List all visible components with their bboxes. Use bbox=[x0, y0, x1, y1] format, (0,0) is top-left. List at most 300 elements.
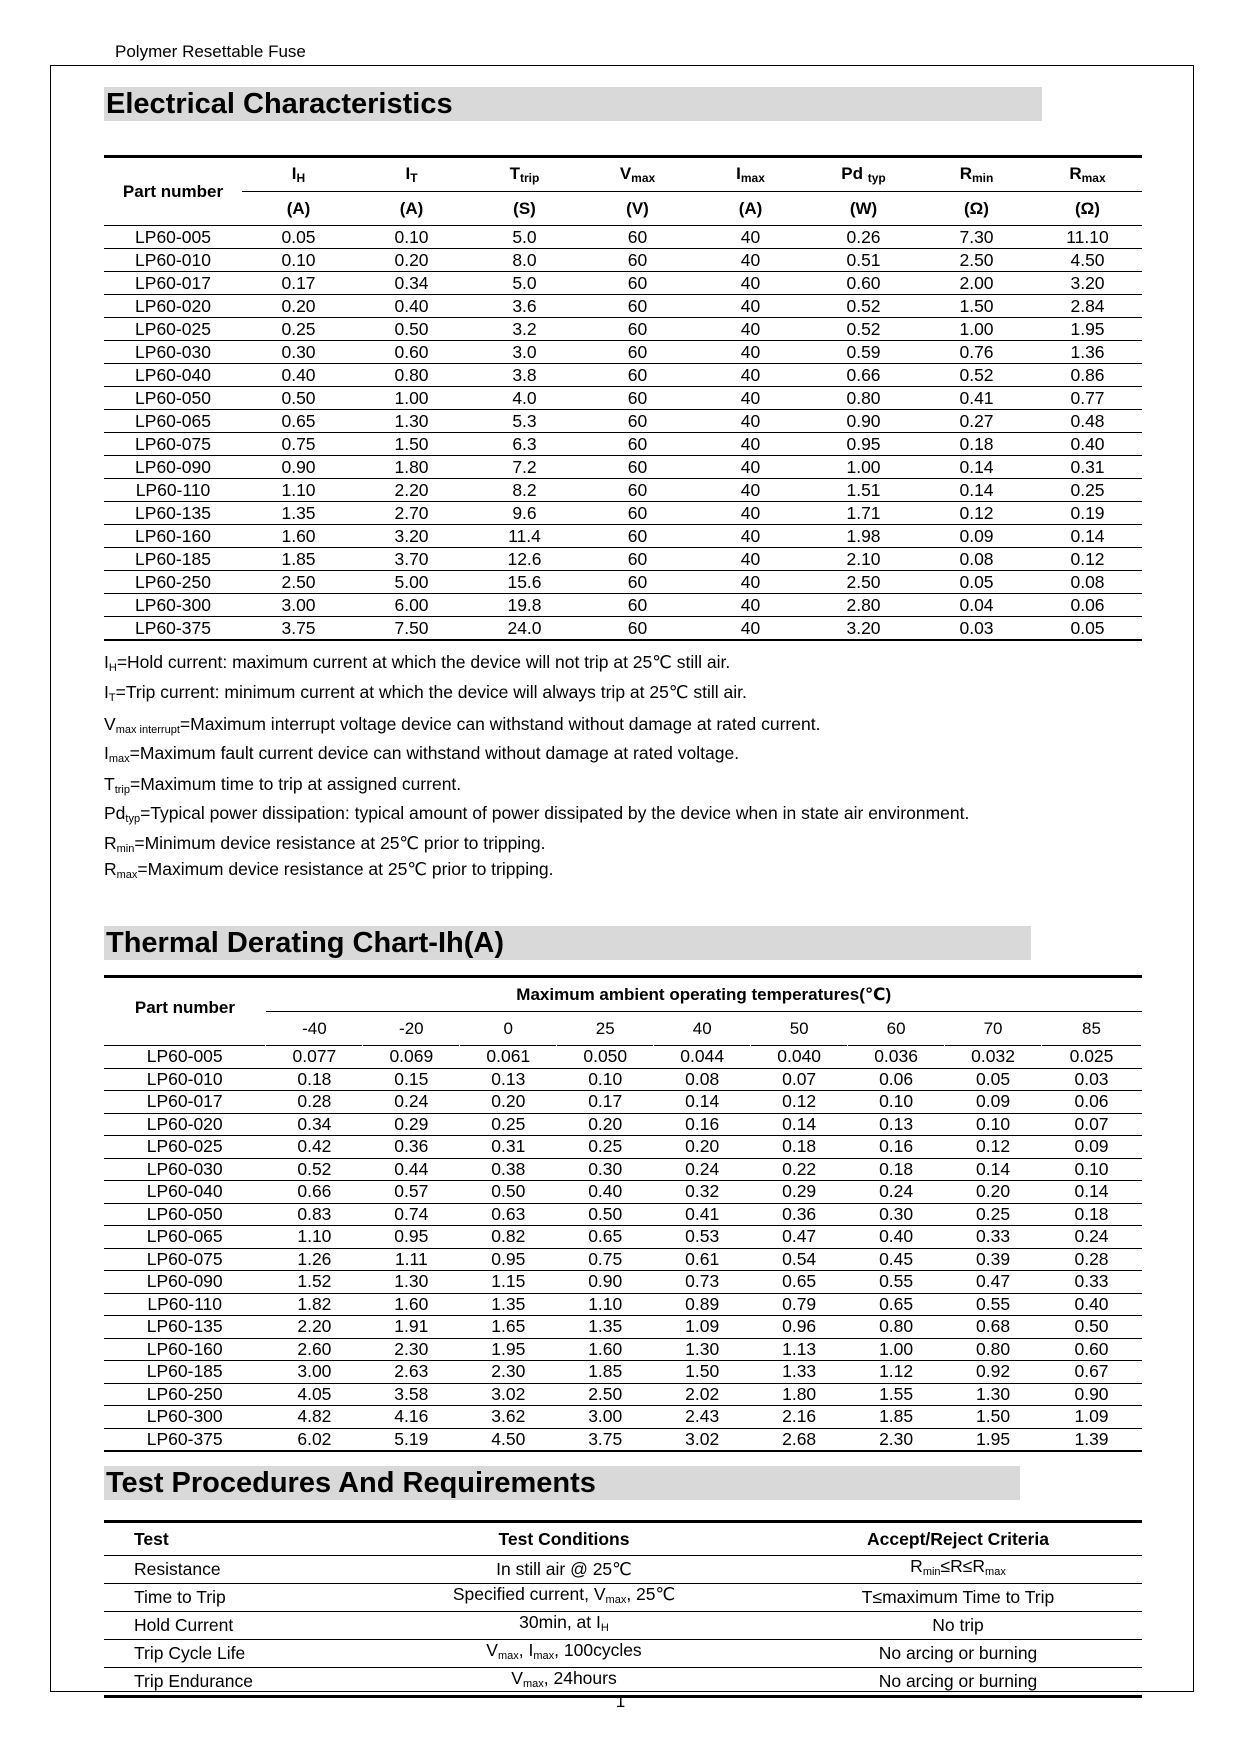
value-cell: 40 bbox=[694, 295, 807, 318]
note-line bbox=[104, 803, 969, 825]
derating-value-cell: 0.55 bbox=[848, 1271, 945, 1294]
param-unit: (A) bbox=[242, 192, 355, 226]
derating-value-cell: 0.40 bbox=[1042, 1293, 1142, 1316]
part-number-cell: LP60-050 bbox=[104, 387, 242, 410]
value-cell: 0.59 bbox=[807, 341, 920, 364]
table-row bbox=[104, 387, 1142, 410]
derating-value-cell: 0.95 bbox=[363, 1226, 460, 1249]
value-cell: 3.20 bbox=[807, 617, 920, 641]
derating-value-cell: 0.95 bbox=[460, 1248, 557, 1271]
value-cell: 1.35 bbox=[242, 502, 355, 525]
note-text: =Minimum device resistance at 25℃ prior to tripping. bbox=[134, 833, 546, 853]
derating-value-cell: 2.60 bbox=[266, 1338, 363, 1361]
note-text: =Maximum fault current device can withstand without damage at rated voltage. bbox=[129, 743, 740, 763]
derating-value-cell: 0.41 bbox=[654, 1203, 751, 1226]
derating-value-cell: 0.06 bbox=[1042, 1091, 1142, 1114]
value-cell: 40 bbox=[694, 410, 807, 433]
value-cell: 0.18 bbox=[920, 433, 1033, 456]
table-row bbox=[104, 1556, 1142, 1584]
table-row bbox=[104, 1584, 1142, 1612]
value-cell: 0.77 bbox=[1033, 387, 1142, 410]
param-subscript: max bbox=[740, 171, 765, 185]
value-cell: 0.90 bbox=[807, 410, 920, 433]
test-name-cell: Hold Current bbox=[104, 1612, 354, 1640]
value-cell: 2.10 bbox=[807, 548, 920, 571]
derating-value-cell: 0.10 bbox=[945, 1113, 1042, 1136]
note-subscript: trip bbox=[114, 784, 130, 796]
derating-value-cell: 1.95 bbox=[945, 1428, 1042, 1451]
param-symbol: T bbox=[509, 164, 521, 183]
note-line bbox=[104, 652, 730, 674]
derating-value-cell: 0.53 bbox=[654, 1226, 751, 1249]
test-name-cell: Time to Trip bbox=[104, 1584, 354, 1612]
param-symbol: V bbox=[619, 164, 632, 183]
table-row bbox=[104, 502, 1142, 525]
condition-text: , 100cycles bbox=[554, 1640, 642, 1660]
param-header bbox=[694, 157, 807, 192]
value-cell: 6.00 bbox=[355, 594, 468, 617]
value-cell: 1.10 bbox=[242, 479, 355, 502]
derating-value-cell: 0.28 bbox=[1042, 1248, 1142, 1271]
criteria-text: max bbox=[985, 1566, 1006, 1578]
value-cell: 3.20 bbox=[1033, 272, 1142, 295]
derating-value-cell: 0.20 bbox=[557, 1113, 654, 1136]
derating-value-cell: 0.07 bbox=[1042, 1113, 1142, 1136]
value-cell: 0.76 bbox=[920, 341, 1033, 364]
derating-value-cell: 0.22 bbox=[751, 1158, 848, 1181]
table-row bbox=[104, 1612, 1142, 1640]
derating-value-cell: 1.09 bbox=[1042, 1406, 1142, 1429]
temperature-cell: 85 bbox=[1082, 1018, 1101, 1038]
value-cell: 2.70 bbox=[355, 502, 468, 525]
derating-value-cell: 1.82 bbox=[266, 1293, 363, 1316]
value-cell: 19.8 bbox=[468, 594, 581, 617]
note-line bbox=[104, 714, 820, 736]
derating-value-cell: 0.36 bbox=[751, 1203, 848, 1226]
note-symbol: T bbox=[104, 774, 115, 794]
derating-value-cell: 0.13 bbox=[460, 1068, 557, 1091]
value-cell: 7.30 bbox=[920, 226, 1033, 249]
note-text: =Hold current: maximum current at which the device will not trip at 25℃ still air. bbox=[116, 652, 731, 672]
derating-value-cell: 1.13 bbox=[751, 1338, 848, 1361]
derating-value-cell: 0.14 bbox=[654, 1091, 751, 1114]
param-symbol: R bbox=[1069, 164, 1082, 183]
value-cell: 1.30 bbox=[355, 410, 468, 433]
table-row bbox=[104, 226, 1142, 249]
part-number-cell: LP60-005 bbox=[104, 1046, 266, 1069]
param-subscript: max bbox=[1081, 171, 1106, 185]
param-subscript: typ bbox=[867, 171, 886, 185]
table-row bbox=[104, 1136, 1142, 1159]
value-cell: 8.2 bbox=[468, 479, 581, 502]
value-cell: 5.00 bbox=[355, 571, 468, 594]
derating-value-cell: 0.12 bbox=[751, 1091, 848, 1114]
derating-value-cell: 1.30 bbox=[945, 1383, 1042, 1406]
derating-value-cell: 0.42 bbox=[266, 1136, 363, 1159]
derating-value-cell: 0.10 bbox=[1042, 1158, 1142, 1181]
derating-value-cell: 3.00 bbox=[266, 1361, 363, 1384]
test-name-cell: Trip Endurance bbox=[104, 1668, 354, 1697]
derating-value-cell: 0.13 bbox=[848, 1113, 945, 1136]
value-cell: 40 bbox=[694, 571, 807, 594]
derating-value-cell: 1.80 bbox=[751, 1383, 848, 1406]
derating-value-cell: 2.20 bbox=[266, 1316, 363, 1339]
derating-value-cell: 0.90 bbox=[557, 1271, 654, 1294]
table-row bbox=[104, 1293, 1142, 1316]
value-cell: 60 bbox=[581, 594, 694, 617]
value-cell: 0.14 bbox=[1033, 525, 1142, 548]
criteria-text: R bbox=[910, 1556, 923, 1576]
param-header bbox=[807, 157, 920, 192]
value-cell: 0.19 bbox=[1033, 502, 1142, 525]
derating-value-cell: 0.74 bbox=[363, 1203, 460, 1226]
part-number-cell: LP60-065 bbox=[104, 410, 242, 433]
derating-value-cell: 0.20 bbox=[460, 1091, 557, 1114]
note-symbol: Pd bbox=[104, 803, 126, 823]
note-subscript: min bbox=[116, 843, 135, 855]
value-cell: 0.25 bbox=[1033, 479, 1142, 502]
value-cell: 0.52 bbox=[920, 364, 1033, 387]
derating-value-cell: 1.11 bbox=[363, 1248, 460, 1271]
value-cell: 60 bbox=[581, 456, 694, 479]
table-row bbox=[104, 1338, 1142, 1361]
derating-value-cell: 2.16 bbox=[751, 1406, 848, 1429]
derating-value-cell: 0.12 bbox=[945, 1136, 1042, 1159]
derating-value-cell: 1.26 bbox=[266, 1248, 363, 1271]
derating-value-cell: 0.47 bbox=[751, 1226, 848, 1249]
derating-value-cell: 0.30 bbox=[848, 1203, 945, 1226]
value-cell: 12.6 bbox=[468, 548, 581, 571]
derating-value-cell: 0.18 bbox=[751, 1136, 848, 1159]
value-cell: 0.41 bbox=[920, 387, 1033, 410]
derating-value-cell: 0.29 bbox=[363, 1113, 460, 1136]
value-cell: 1.00 bbox=[807, 456, 920, 479]
value-cell: 1.36 bbox=[1033, 341, 1142, 364]
derating-value-cell: 1.35 bbox=[557, 1316, 654, 1339]
part-number-cell: LP60-090 bbox=[104, 1271, 266, 1294]
derating-value-cell: 0.45 bbox=[848, 1248, 945, 1271]
derating-value-cell: 0.57 bbox=[363, 1181, 460, 1204]
value-cell: 3.6 bbox=[468, 295, 581, 318]
part-number-cell: LP60-185 bbox=[104, 548, 242, 571]
value-cell: 0.10 bbox=[242, 249, 355, 272]
derating-value-cell: 0.061 bbox=[460, 1046, 557, 1069]
value-cell: 40 bbox=[694, 341, 807, 364]
value-cell: 1.98 bbox=[807, 525, 920, 548]
derating-value-cell: 0.040 bbox=[751, 1046, 848, 1069]
condition-text: 30min, at I bbox=[519, 1612, 601, 1632]
derating-value-cell: 0.08 bbox=[654, 1068, 751, 1091]
value-cell: 60 bbox=[581, 318, 694, 341]
note-subscript: max interrupt bbox=[115, 724, 180, 736]
value-cell: 0.26 bbox=[807, 226, 920, 249]
derating-value-cell: 0.90 bbox=[1042, 1383, 1142, 1406]
derating-value-cell: 1.85 bbox=[848, 1406, 945, 1429]
value-cell: 3.75 bbox=[242, 617, 355, 641]
value-cell: 11.10 bbox=[1033, 226, 1142, 249]
condition-text: H bbox=[600, 1622, 609, 1634]
value-cell: 4.0 bbox=[468, 387, 581, 410]
value-cell: 0.31 bbox=[1033, 456, 1142, 479]
criteria-text: No arcing or burning bbox=[878, 1671, 1038, 1691]
part-number-cell: LP60-160 bbox=[104, 525, 242, 548]
derating-value-cell: 0.20 bbox=[654, 1136, 751, 1159]
value-cell: 3.2 bbox=[468, 318, 581, 341]
derating-value-cell: 1.35 bbox=[460, 1293, 557, 1316]
derating-value-cell: 0.25 bbox=[557, 1136, 654, 1159]
derating-value-cell: 0.55 bbox=[945, 1293, 1042, 1316]
test-header-row bbox=[104, 1522, 1142, 1556]
value-cell: 40 bbox=[694, 387, 807, 410]
value-cell: 15.6 bbox=[468, 571, 581, 594]
part-number-cell: LP60-050 bbox=[104, 1203, 266, 1226]
derating-value-cell: 1.30 bbox=[363, 1271, 460, 1294]
value-cell: 2.50 bbox=[242, 571, 355, 594]
derating-value-cell: 0.28 bbox=[266, 1091, 363, 1114]
derating-value-cell: 3.02 bbox=[654, 1428, 751, 1451]
derating-value-cell: 0.63 bbox=[460, 1203, 557, 1226]
value-cell: 1.71 bbox=[807, 502, 920, 525]
note-text: =Trip current: minimum current at which the device will always trip at 25℃ still air. bbox=[115, 682, 747, 702]
value-cell: 24.0 bbox=[468, 617, 581, 641]
value-cell: 0.48 bbox=[1033, 410, 1142, 433]
value-cell: 9.6 bbox=[468, 502, 581, 525]
derating-value-cell: 1.55 bbox=[848, 1383, 945, 1406]
table-row bbox=[104, 410, 1142, 433]
temperature-cell: 50 bbox=[789, 1018, 809, 1038]
value-cell: 5.3 bbox=[468, 410, 581, 433]
part-number-cell: LP60-030 bbox=[104, 341, 242, 364]
criteria-text: No trip bbox=[932, 1615, 984, 1635]
value-cell: 60 bbox=[581, 249, 694, 272]
table-row bbox=[104, 571, 1142, 594]
value-cell: 2.00 bbox=[920, 272, 1033, 295]
value-cell: 60 bbox=[581, 433, 694, 456]
derating-value-cell: 1.10 bbox=[557, 1293, 654, 1316]
test-name-cell: Resistance bbox=[104, 1556, 354, 1584]
note-line bbox=[104, 859, 553, 881]
derating-value-cell: 2.02 bbox=[654, 1383, 751, 1406]
value-cell: 0.30 bbox=[242, 341, 355, 364]
part-number-cell: LP60-375 bbox=[104, 617, 242, 641]
criteria-text: ≤R≤R bbox=[940, 1556, 986, 1576]
value-cell: 0.03 bbox=[920, 617, 1033, 641]
param-subscript: T bbox=[410, 171, 418, 185]
derating-value-cell: 1.09 bbox=[654, 1316, 751, 1339]
table-row bbox=[104, 1316, 1142, 1339]
note-subscript: max bbox=[116, 869, 138, 881]
value-cell: 40 bbox=[694, 433, 807, 456]
note-symbol: I bbox=[104, 743, 109, 763]
derating-value-cell: 1.95 bbox=[460, 1338, 557, 1361]
temperature-cell: 0 bbox=[503, 1018, 514, 1038]
value-cell: 60 bbox=[581, 341, 694, 364]
part-number-cell: LP60-250 bbox=[104, 1383, 266, 1406]
table-row bbox=[104, 456, 1142, 479]
temperature-cell: -20 bbox=[399, 1018, 424, 1038]
table-row bbox=[104, 1046, 1142, 1069]
note-subscript: max bbox=[108, 753, 130, 765]
value-cell: 3.20 bbox=[355, 525, 468, 548]
temperature-cell: 70 bbox=[983, 1018, 1003, 1038]
note-line bbox=[104, 833, 546, 855]
derating-value-cell: 3.75 bbox=[557, 1428, 654, 1451]
value-cell: 0.52 bbox=[807, 318, 920, 341]
value-cell: 8.0 bbox=[468, 249, 581, 272]
derating-value-cell: 0.24 bbox=[363, 1091, 460, 1114]
value-cell: 40 bbox=[694, 479, 807, 502]
table-row bbox=[104, 272, 1142, 295]
value-cell: 40 bbox=[694, 318, 807, 341]
value-cell: 0.50 bbox=[355, 318, 468, 341]
table-row bbox=[104, 1181, 1142, 1204]
part-number-cell: LP60-075 bbox=[104, 1248, 266, 1271]
value-cell: 5.0 bbox=[468, 226, 581, 249]
param-header bbox=[242, 157, 355, 192]
part-number-cell: LP60-020 bbox=[104, 295, 242, 318]
derating-value-cell: 0.60 bbox=[1042, 1338, 1142, 1361]
value-cell: 0.66 bbox=[807, 364, 920, 387]
value-cell: 3.70 bbox=[355, 548, 468, 571]
note-subscript: H bbox=[108, 662, 117, 674]
param-symbol: R bbox=[959, 164, 972, 183]
value-cell: 1.80 bbox=[355, 456, 468, 479]
derating-value-cell: 6.02 bbox=[266, 1428, 363, 1451]
value-cell: 0.17 bbox=[242, 272, 355, 295]
derating-value-cell: 0.54 bbox=[751, 1248, 848, 1271]
param-subscript: trip bbox=[520, 171, 540, 185]
derating-value-cell: 2.30 bbox=[848, 1428, 945, 1451]
value-cell: 0.10 bbox=[355, 226, 468, 249]
derating-value-cell: 1.65 bbox=[460, 1316, 557, 1339]
value-cell: 5.0 bbox=[468, 272, 581, 295]
value-cell: 0.12 bbox=[920, 502, 1033, 525]
derating-value-cell: 0.07 bbox=[751, 1068, 848, 1091]
thermal-derating-table bbox=[104, 975, 1142, 1452]
derating-value-cell: 0.68 bbox=[945, 1316, 1042, 1339]
note-subscript: typ bbox=[125, 813, 141, 825]
table-row bbox=[104, 1068, 1142, 1091]
derating-value-cell: 1.30 bbox=[654, 1338, 751, 1361]
derating-value-cell: 0.18 bbox=[266, 1068, 363, 1091]
param-symbol: I bbox=[736, 164, 741, 183]
value-cell: 2.80 bbox=[807, 594, 920, 617]
value-cell: 0.51 bbox=[807, 249, 920, 272]
derating-value-cell: 0.40 bbox=[848, 1226, 945, 1249]
derating-value-cell: 0.39 bbox=[945, 1248, 1042, 1271]
section-title-test: Test Procedures And Requirements bbox=[104, 1466, 1020, 1500]
derating-value-cell: 2.68 bbox=[751, 1428, 848, 1451]
derating-value-cell: 0.032 bbox=[945, 1046, 1042, 1069]
derating-value-cell: 0.06 bbox=[848, 1068, 945, 1091]
value-cell: 0.05 bbox=[920, 571, 1033, 594]
value-cell: 0.52 bbox=[807, 295, 920, 318]
table-row bbox=[104, 295, 1142, 318]
value-cell: 0.80 bbox=[807, 387, 920, 410]
param-subscript: H bbox=[296, 171, 306, 185]
derating-value-cell: 2.30 bbox=[363, 1338, 460, 1361]
value-cell: 0.14 bbox=[920, 479, 1033, 502]
value-cell: 0.86 bbox=[1033, 364, 1142, 387]
derating-value-cell: 2.63 bbox=[363, 1361, 460, 1384]
criteria-cell bbox=[774, 1556, 1142, 1584]
value-cell: 0.20 bbox=[242, 295, 355, 318]
value-cell: 2.50 bbox=[920, 249, 1033, 272]
param-header bbox=[355, 157, 468, 192]
derating-value-cell: 0.73 bbox=[654, 1271, 751, 1294]
derating-value-cell: 4.16 bbox=[363, 1406, 460, 1429]
value-cell: 40 bbox=[694, 364, 807, 387]
criteria-cell bbox=[774, 1640, 1142, 1668]
derating-value-cell: 3.58 bbox=[363, 1383, 460, 1406]
condition-text: , 25℃ bbox=[626, 1584, 676, 1604]
derating-value-cell: 0.32 bbox=[654, 1181, 751, 1204]
value-cell: 40 bbox=[694, 456, 807, 479]
derating-value-cell: 0.33 bbox=[1042, 1271, 1142, 1294]
table-row bbox=[104, 249, 1142, 272]
derating-value-cell: 0.10 bbox=[848, 1091, 945, 1114]
thermal-header-row bbox=[104, 977, 1142, 1012]
derating-value-cell: 0.34 bbox=[266, 1113, 363, 1136]
criteria-text: T≤maximum Time to Trip bbox=[861, 1587, 1055, 1607]
value-cell: 2.20 bbox=[355, 479, 468, 502]
electrical-unit-row bbox=[104, 192, 1142, 226]
test-name-cell: Trip Cycle Life bbox=[104, 1640, 354, 1668]
value-cell: 0.06 bbox=[1033, 594, 1142, 617]
derating-value-cell: 0.80 bbox=[848, 1316, 945, 1339]
param-unit: (W) bbox=[807, 192, 920, 226]
value-cell: 0.05 bbox=[1033, 617, 1142, 641]
table-row bbox=[104, 433, 1142, 456]
part-number-cell: LP60-300 bbox=[104, 594, 242, 617]
value-cell: 40 bbox=[694, 594, 807, 617]
derating-value-cell: 0.18 bbox=[848, 1158, 945, 1181]
table-row bbox=[104, 1248, 1142, 1271]
derating-value-cell: 0.044 bbox=[654, 1046, 751, 1069]
value-cell: 1.85 bbox=[242, 548, 355, 571]
page-number: 1 bbox=[615, 1692, 626, 1711]
derating-value-cell: 0.03 bbox=[1042, 1068, 1142, 1091]
param-unit: (Ω) bbox=[920, 192, 1033, 226]
derating-value-cell: 1.12 bbox=[848, 1361, 945, 1384]
part-number-cell: LP60-010 bbox=[104, 249, 242, 272]
table-row bbox=[104, 364, 1142, 387]
temperature-cell: 40 bbox=[692, 1018, 712, 1038]
derating-value-cell: 0.24 bbox=[1042, 1226, 1142, 1249]
condition-text: , I bbox=[518, 1640, 534, 1660]
value-cell: 60 bbox=[581, 272, 694, 295]
criteria-text: No arcing or burning bbox=[878, 1643, 1038, 1663]
part-number-cell: LP60-375 bbox=[104, 1428, 266, 1451]
condition-text: V bbox=[486, 1640, 498, 1660]
value-cell: 0.40 bbox=[355, 295, 468, 318]
table-row bbox=[104, 341, 1142, 364]
param-subscript: max bbox=[631, 171, 656, 185]
test-procedures-table bbox=[104, 1520, 1142, 1698]
part-number-cell: LP60-017 bbox=[104, 272, 242, 295]
value-cell: 0.12 bbox=[1033, 548, 1142, 571]
part-number-cell: LP60-185 bbox=[104, 1361, 266, 1384]
table-row bbox=[104, 1226, 1142, 1249]
derating-value-cell: 0.069 bbox=[363, 1046, 460, 1069]
test-conditions-header: Test Conditions bbox=[354, 1522, 774, 1556]
value-cell: 1.50 bbox=[355, 433, 468, 456]
condition-text: In still air @ 25℃ bbox=[496, 1559, 632, 1579]
derating-value-cell: 0.65 bbox=[557, 1226, 654, 1249]
derating-value-cell: 0.05 bbox=[945, 1068, 1042, 1091]
test-condition-cell bbox=[354, 1612, 774, 1640]
derating-value-cell: 0.33 bbox=[945, 1226, 1042, 1249]
